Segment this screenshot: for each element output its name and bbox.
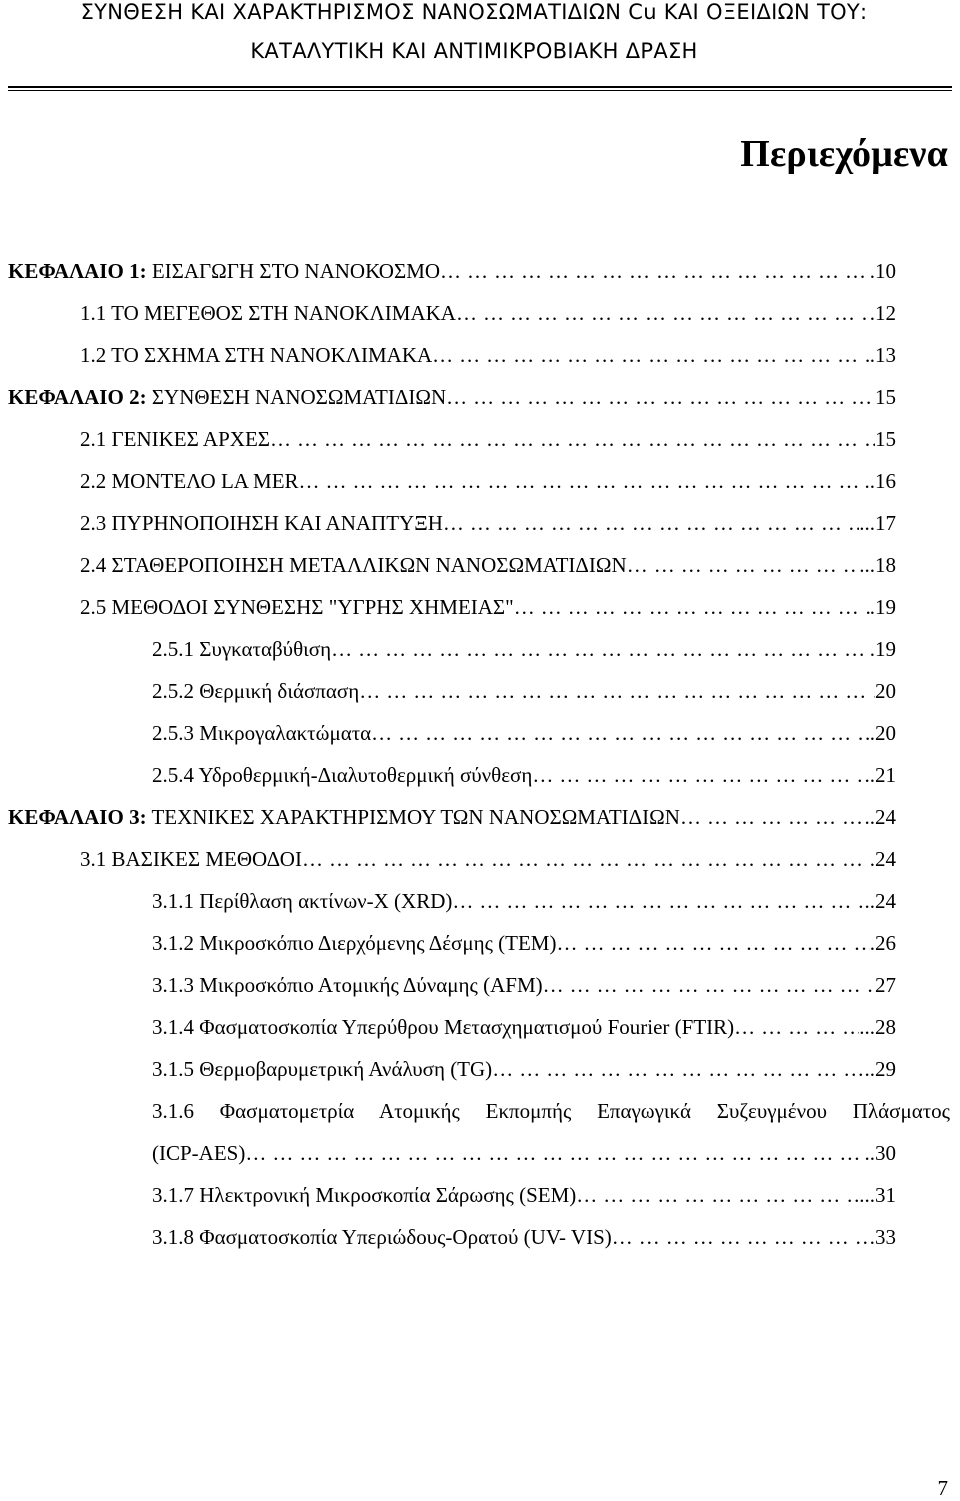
subsection-title: 3.1.8 Φασματοσκοπία Υπεριώδους-Ορατού (UV- VIS) [152,1225,612,1249]
toc-section-1-1[interactable] [80,298,896,328]
chapter-word: ΚΕΦΑΛΑΙΟ [8,385,124,409]
page-ref: ..30 [864,1141,896,1165]
section-title: 2.2 ΜΟΝΤΕΛΟ LA MER [80,469,299,493]
dot-leader [734,1012,859,1042]
toc-subsection-3-1-3[interactable] [152,970,896,1000]
section-title: 1.2 ΤΟ ΣΧΗΜΑ ΣΤΗ ΝΑΝΟΚΛΙΜΑΚΑ [80,343,433,367]
toc-section-3-1[interactable] [80,844,896,874]
chapter-number: 2: [129,385,147,409]
dot-leader [576,1180,859,1210]
toc-subsection-3-1-7[interactable] [152,1180,896,1210]
page-number: 7 [937,1476,948,1500]
chapter-number: 3: [129,805,147,829]
running-header [0,0,960,92]
toc-section-2-2[interactable] [80,466,896,496]
page-ref: ...28 [859,1015,896,1039]
page-ref: 15 [875,427,896,451]
subsection-title: 3.1.2 Μικροσκόπιο Διερχόμενης Δέσμης (TEM) [152,931,557,955]
header-title-line-1: ΣΥΝΘΕΣΗ ΚΑΙ ΧΑΡΑΚΤΗΡΙΣΜΟΣ ΝΑΝΟΣΩΜΑΤΙΔΙΩΝ Cu ΚΑΙ ΟΞΕΙΔΙΩΝ ΤΟΥ: [80,0,868,24]
subsection-title: 2.5.4 Υδροθερμική-Διαλυτοθερμική σύνθεση [152,763,533,787]
page-ref: ..24 [864,805,896,829]
subsection-title: 3.1.4 Φασματοσκοπία Υπερύθρου Μετασχηματισμού Fourier (FTIR) [152,1015,735,1039]
page-ref: .20 [869,721,896,745]
chapter-title: ΤΕΧΝΙΚΕΣ ΧΑΡΑΚΤΗΡΙΣΜΟΥ ΤΩΝ ΝΑΝΟΣΩΜΑΤΙΔΙΩΝ [151,805,680,829]
toc-subsection-3-1-4[interactable] [152,1012,896,1042]
page-ref: .10 [869,259,896,283]
dot-leader [302,844,870,874]
section-title: 2.1 ΓΕΝΙΚΕΣ ΑΡΧΕΣ [80,427,270,451]
chapter-title: ΣΥΝΘΕΣΗ ΝΑΝΟΣΩΜΑΤΙΔΙΩΝ [151,385,447,409]
toc-subsection-3-1-6-line-2[interactable] [152,1138,896,1168]
toc-title: Περιεχόμενα [740,133,948,175]
subsection-title: 3.1.5 Θερμοβαρυμετρική Ανάλυση (TG) [152,1057,493,1081]
toc-chapter-3[interactable] [8,802,896,832]
dot-leader [371,718,870,748]
dot-leader [543,970,875,1000]
section-title: 1.1 ΤΟ ΜΕΓΕΘΟΣ ΣΤΗ ΝΑΝΟΚΛΙΜΑΚΑ [80,301,456,325]
page-ref: .19 [869,595,896,619]
page-ref: 20 [875,679,896,703]
toc-subsection-3-1-8[interactable] [152,1222,896,1252]
header-title-line-2: ΚΑΤΑΛΥΤΙΚΗ ΚΑΙ ΑΝΤΙΜΙΚΡΟΒΙΑΚΗ ΔΡΑΣΗ [250,39,698,63]
subsection-title: 2.5.2 Θερμική διάσπαση [152,679,360,703]
page-ref: ...18 [859,553,896,577]
toc-chapter-2[interactable] [8,382,896,412]
dot-leader [359,676,875,706]
page-ref: .26 [869,931,896,955]
page-ref: ..24 [864,889,896,913]
subsection-title: 3.1.1 Περίθλαση ακτίνων-Χ (XRD) [152,889,453,913]
dot-leader [270,424,875,454]
dot-leader [680,802,865,832]
subsection-title: 3.1.3 Μικροσκόπιο Ατομικής Δύναμης (AFM) [152,973,543,997]
section-title: 2.5 ΜΕΘΟΔΟΙ ΣΥΝΘΕΣΗΣ "ΥΓΡΗΣ ΧΗΜΕΙΑΣ" [80,595,514,619]
toc-chapter-1[interactable] [8,256,896,286]
chapter-title: ΕΙΣΑΓΩΓΗ ΣΤΟ ΝΑΝΟΚΟΣΜΟ [151,259,441,283]
chapter-word: ΚΕΦΑΛΑΙΟ [8,259,124,283]
toc-subsection-3-1-2[interactable] [152,928,896,958]
toc-subsection-2-5-4[interactable] [152,760,896,790]
dot-leader [446,382,875,412]
header-double-rule [8,86,952,91]
dot-leader [452,886,864,916]
page-ref: .13 [869,343,896,367]
section-title: 3.1 ΒΑΣΙΚΕΣ ΜΕΘΟΔΟΙ [80,847,302,871]
section-title: 2.4 ΣΤΑΘΕΡΟΠΟΙΗΣΗ ΜΕΤΑΛΛΙΚΩΝ ΝΑΝΟΣΩΜΑΤΙΔΙΩΝ [80,553,627,577]
dot-leader [456,298,870,328]
toc-section-1-2[interactable] [80,340,896,370]
toc-subsection-3-1-1[interactable] [152,886,896,916]
dot-leader [556,928,869,958]
toc-section-2-1[interactable] [80,424,896,454]
page-ref: ...17 [859,511,896,535]
page-ref: .12 [869,301,896,325]
dot-leader [245,1138,864,1168]
page-ref: 33 [875,1225,896,1249]
page-ref: ..29 [864,1057,896,1081]
subsection-title: 2.5.1 Συγκαταβύθιση [152,637,332,661]
toc-section-2-3[interactable] [80,508,896,538]
dot-leader [440,256,870,286]
toc-section-2-4[interactable] [80,550,896,580]
page-ref: ...31 [859,1183,896,1207]
page-ref: 27 [875,973,896,997]
dot-leader [612,1222,875,1252]
toc-subsection-3-1-6-line-1[interactable]: 3.1.6 Φασματομετρία Ατομικής Εκπομπής Επαγωγικά Συζευγμένου Πλάσματος [152,1099,950,1123]
chapter-number: 1: [129,259,147,283]
toc-subsection-2-5-2[interactable] [152,676,896,706]
page-ref: .19 [869,637,896,661]
toc-subsection-3-1-5[interactable] [152,1054,896,1084]
page-ref: ..21 [864,763,896,787]
page-ref: 15 [875,385,896,409]
dot-leader [443,508,859,538]
dot-leader [432,340,870,370]
page-ref: .24 [869,847,896,871]
toc-section-2-5[interactable] [80,592,896,622]
dot-leader [299,466,865,496]
page-ref: ..16 [864,469,896,493]
dot-leader [532,760,864,790]
toc-subsection-2-5-1[interactable] [152,634,896,664]
dot-leader [331,634,870,664]
subsection-title: 3.1.7 Ηλεκτρονική Μικροσκοπία Σάρωσης (SEM) [152,1183,577,1207]
subsection-title-continuation: (ICP-AES) [152,1141,246,1165]
toc-subsection-2-5-3[interactable] [152,718,896,748]
dot-leader [514,592,870,622]
chapter-word: ΚΕΦΑΛΑΙΟ [8,805,124,829]
dot-leader [492,1054,864,1084]
dot-leader [627,550,860,580]
section-title: 2.3 ΠΥΡΗΝΟΠΟΙΗΣΗ ΚΑΙ ΑΝΑΠΤΥΞΗ [80,511,443,535]
subsection-title: 2.5.3 Μικρογαλακτώματα [152,721,372,745]
